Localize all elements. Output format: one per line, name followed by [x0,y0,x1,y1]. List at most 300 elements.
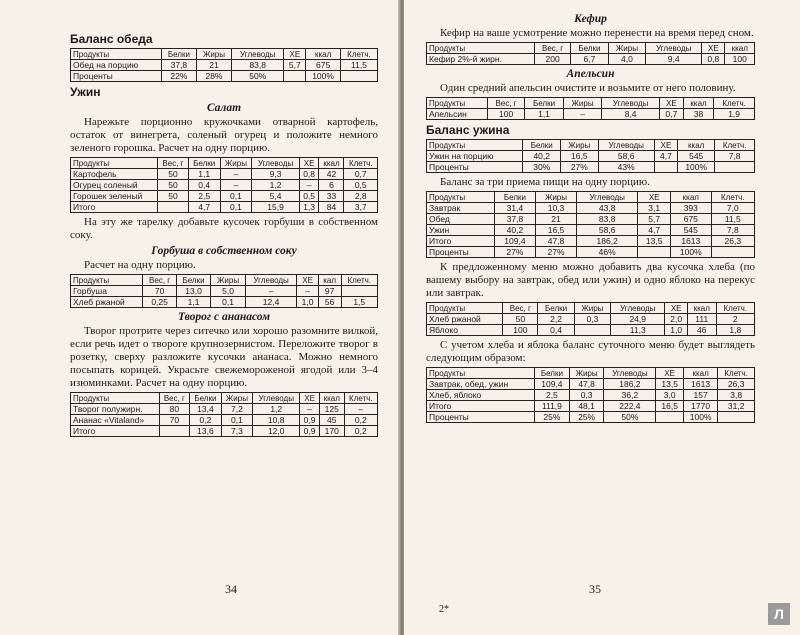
table-cell: 675 [671,214,712,225]
column-header: Белки [190,393,222,404]
table-cell: 22% [161,71,196,82]
table-cell: 11,5 [711,214,754,225]
table-cell: – [245,286,297,297]
table-cell: 0,1 [211,297,246,308]
orange-text: Один средний апельсин очистите и возьмите от него половину. [440,82,736,94]
column-header: ХЕ [297,275,318,286]
table-cell: Проценты [427,412,535,423]
table-cell: 186,2 [604,379,656,390]
column-header: ХЕ [654,140,677,151]
column-header: Углеводы [604,368,656,379]
table-cell: 0,1 [221,415,253,426]
kefir-heading: Кефир [574,13,607,25]
table-cell: 50 [503,314,538,325]
table-cell: Горбуша [71,286,143,297]
table-cell: 1,5 [341,297,378,308]
column-header: ккал [678,140,715,151]
column-header: Углеводы [646,43,702,54]
table-cell: 6 [319,180,344,191]
kefir-text: Кефир на ваше усмотрение можно перенести на время перед сном. [440,27,754,39]
table-cell: 0,1 [220,202,252,213]
column-header: Жиры [535,192,576,203]
dinner-heading: Ужин [70,85,101,99]
table-cell: 16,5 [656,401,684,412]
table-cell: 33 [319,191,344,202]
table-row [427,379,755,390]
table-cell: Горошек зеленый [71,191,158,202]
table-cell: 7,2 [221,404,253,415]
column-header: кал [318,275,341,286]
column-header: Жиры [220,158,252,169]
table-cell: 25% [535,412,570,423]
signature-mark: 2* [439,604,449,615]
column-header: Углеводы [232,49,284,60]
table-cell: 13,0 [176,286,211,297]
table-cell: 2,2 [538,314,574,325]
table-row [71,180,378,191]
table-cell: 48,1 [569,401,604,412]
table-row [427,151,755,162]
column-header: Жиры [561,140,599,151]
column-header: Продукты [427,192,495,203]
table-cell: Ужин [427,225,495,236]
table-row [427,247,755,258]
table-cell: 0,8 [299,169,319,180]
table-cell: 4,7 [188,202,220,213]
column-header: Углеводы [598,140,654,151]
table-row [427,54,755,65]
table-cell: 4,7 [638,225,671,236]
table-cell: 21 [535,214,576,225]
table-cell: Хлеб ржаной [71,297,143,308]
table-cell [341,286,378,297]
column-header: Углеводы [245,275,297,286]
table-cell: 200 [534,54,570,65]
orange-heading: Апельсин [566,68,615,80]
table-cell: 25% [569,412,604,423]
table-cell: – [220,180,252,191]
table-cell: 170 [319,426,344,437]
table-cell: 545 [671,225,712,236]
table-cell: 38 [683,109,713,120]
table-cell: 80 [159,404,189,415]
table-cell: 45 [319,415,344,426]
table-cell: Итого [427,401,535,412]
tvorog-text: Творог протрите через ситечко или хорошо разомните вилкой, если речь идет о твороге крупнозернистом. Переложите творог в розетку, сверху разложите кусочки ананаса. Можно немного посыпать корицей. Украсьте свежемороженой ягодой или 3–4 изюминками. Расчет на одну порцию. [70,325,378,389]
table-row [427,314,755,325]
table-cell: 0,2 [344,415,377,426]
table-cell: 5,0 [211,286,246,297]
table-cell: Апельсин [427,109,488,120]
lunch-balance-table [70,48,378,82]
table-cell: 0,5 [344,180,378,191]
table-header-row [427,368,755,379]
table-cell: 21 [196,60,231,71]
table-cell: 545 [678,151,715,162]
table-cell: 0,2 [344,426,377,437]
table-cell: 109,4 [535,379,570,390]
table-cell: 125 [319,404,344,415]
column-header: Вес, г [534,43,570,54]
column-header: ХЕ [656,368,684,379]
table-cell: 97 [318,286,341,297]
table-cell: 1,0 [665,325,688,336]
table-cell: – [220,169,252,180]
column-header: Клетч. [716,303,754,314]
column-header: Клетч. [340,49,377,60]
table-row [71,415,378,426]
table-row [71,426,378,437]
table-cell [654,162,677,173]
table-cell: 50 [158,169,189,180]
gorbusha-text: Расчет на одну порцию. [84,259,196,271]
column-header: Жиры [574,303,610,314]
table-cell: 0,4 [538,325,574,336]
table-cell: Проценты [71,71,162,82]
column-header: Продукты [427,303,503,314]
table-cell: 83,8 [232,60,284,71]
table-cell [656,412,684,423]
table-cell: 0,7 [659,109,683,120]
table-header-row [427,303,755,314]
right-page [404,0,800,635]
gorbusha-heading: Горбуша в собственном соку [151,245,297,257]
column-header: Вес, г [487,98,524,109]
table-row [71,191,378,202]
table-cell [638,247,671,258]
salad-after-text: На эту же тарелку добавьте кусочек горбуши в собственном соку. [70,216,378,241]
column-header: ХЕ [702,43,725,54]
column-header: ккал [687,303,716,314]
table-cell: 7,8 [711,225,754,236]
table-cell: 100 [487,109,524,120]
table-cell: 100% [678,162,715,173]
salad-heading: Салат [206,102,242,114]
column-header: ХЕ [284,49,306,60]
table-row [427,214,755,225]
table-row [71,286,378,297]
column-header: Продукты [71,393,160,404]
column-header: Белки [538,303,574,314]
table-cell: Яблоко [427,325,503,336]
table-cell: Творог полужирн. [71,404,160,415]
publisher-logo-icon: Л [768,603,790,625]
table-cell: 6,7 [571,54,609,65]
column-header: Белки [571,43,609,54]
table-cell: 43,8 [577,203,638,214]
table-cell: 3,7 [344,202,378,213]
column-header: Углеводы [611,303,665,314]
table-cell: 1,1 [525,109,564,120]
table-cell: 4,7 [654,151,677,162]
column-header: Вес, г [143,275,176,286]
table-cell: 0,8 [702,54,725,65]
column-header: Клетч. [715,140,755,151]
table-cell: 3,8 [718,390,755,401]
table-cell: 1,0 [297,297,318,308]
table-cell: 27% [535,247,576,258]
dinner-balance-table [426,139,755,173]
table-cell: 40,2 [494,225,535,236]
table-cell: – [297,286,318,297]
column-header: Жиры [569,368,604,379]
column-header: Клетч. [711,192,754,203]
table-cell: 157 [683,390,717,401]
table-cell: 0,5 [299,191,319,202]
table-cell: 28% [196,71,231,82]
table-cell: 56 [318,297,341,308]
column-header: Жиры [608,43,645,54]
column-header: Продукты [427,368,535,379]
table-cell: 26,3 [711,236,754,247]
table-cell: 9,4 [646,54,702,65]
table-cell: Картофель [71,169,158,180]
table-cell: 1,8 [716,325,754,336]
column-header: ккал [306,49,341,60]
table-cell: Кефир 2%-й жирн. [427,54,535,65]
table-cell: 42 [319,169,344,180]
table-cell: 5,4 [252,191,299,202]
table-cell: 0,9 [300,415,320,426]
column-header: Углеводы [577,192,638,203]
table-cell: 7,3 [221,426,253,437]
table-cell: 50% [604,412,656,423]
table-cell: 31,2 [718,401,755,412]
salad-text: Нарежьте порционно кружочками отварной картофель, остаток от винегрета, соленый огурец и положите немного зеленого горошка. Расчет на одну порцию. [70,116,378,154]
column-header: Углеводы [253,393,300,404]
table-cell: 1613 [683,379,717,390]
table-header-row [427,140,755,151]
table-cell: 100 [503,325,538,336]
table-cell: 15,9 [252,202,299,213]
table-cell: 222,4 [604,401,656,412]
table-row [427,390,755,401]
table-header-row [71,393,378,404]
table-cell: 2,8 [344,191,378,202]
lunch-balance-heading: Баланс обеда [70,32,153,46]
table-cell [718,412,755,423]
table-cell: 47,8 [569,379,604,390]
table-row [427,401,755,412]
table-cell: 58,6 [577,225,638,236]
table-cell: – [563,109,602,120]
table-row [71,404,378,415]
table-cell: 675 [306,60,341,71]
page-number-right: 35 [589,582,601,596]
column-header: Жиры [211,275,246,286]
column-header: ХЕ [665,303,688,314]
column-header: ккал [671,192,712,203]
table-cell: 393 [671,203,712,214]
table-cell: Завтрак, обед, ужин [427,379,535,390]
column-header: Углеводы [602,98,660,109]
table-cell: 10,8 [253,415,300,426]
column-header: Клетч. [344,393,377,404]
column-header: Вес, г [158,158,189,169]
table-cell: Проценты [427,162,523,173]
table-cell: 3,0 [656,390,684,401]
column-header: Белки [161,49,196,60]
table-row [71,297,378,308]
table-cell: 5,7 [284,60,306,71]
table-cell: 26,3 [718,379,755,390]
table-cell: Хлеб, яблоко [427,390,535,401]
table-cell: – [299,180,319,191]
table-cell: 8,4 [602,109,660,120]
table-cell: 16,5 [535,225,576,236]
table-cell: 0,3 [574,314,610,325]
table-cell [158,202,189,213]
table-cell: 27% [494,247,535,258]
column-header: Углеводы [252,158,299,169]
table-cell: 84 [319,202,344,213]
table-cell: 37,8 [494,214,535,225]
table-cell: 31,4 [494,203,535,214]
table-row [427,412,755,423]
table-row [71,202,378,213]
table-cell: Проценты [427,247,495,258]
column-header: Белки [535,368,570,379]
table-row [427,325,755,336]
column-header: Вес, г [159,393,189,404]
table-row [427,225,755,236]
salad-table [70,157,378,213]
table-cell: 13,6 [190,426,222,437]
column-header: ккал [683,368,717,379]
table-cell: 0,9 [300,426,320,437]
column-header: Продукты [71,49,162,60]
table-cell: 1,1 [176,297,211,308]
column-header: Жиры [196,49,231,60]
table-cell: 50 [158,191,189,202]
kefir-table [426,42,755,65]
table-cell: 40,2 [523,151,561,162]
table-header-row [427,43,755,54]
table-cell: 46% [577,247,638,258]
table-row [427,203,755,214]
table-cell: 30% [523,162,561,173]
table-cell: 37,8 [161,60,196,71]
table-row [427,162,755,173]
table-cell: 12,4 [245,297,297,308]
table-cell: 46 [687,325,716,336]
bread-apple-table [426,302,755,336]
table-header-row [71,275,378,286]
column-header: ХЕ [638,192,671,203]
table-cell: Итого [71,202,158,213]
table-cell [340,71,377,82]
table-cell: Огурец соленый [71,180,158,191]
column-header: Вес, г [503,303,538,314]
table-cell: 10,3 [535,203,576,214]
table-cell [284,71,306,82]
table-cell: 13,5 [656,379,684,390]
three-meals-table [426,191,755,258]
table-cell: 43% [598,162,654,173]
table-header-row [427,192,755,203]
table-cell: 100% [306,71,341,82]
table-header-row [71,158,378,169]
column-header: Жиры [221,393,253,404]
table-cell: 0,1 [220,191,252,202]
table-row [427,109,755,120]
table-cell: 12,0 [253,426,300,437]
table-cell: Ужин на порцию [427,151,523,162]
table-cell: 0,7 [344,169,378,180]
tvorog-heading: Творог с ананасом [178,311,270,323]
table-cell: 1770 [683,401,717,412]
table-cell: 47,8 [535,236,576,247]
table-cell: 11,3 [611,325,665,336]
column-header: Клетч. [341,275,378,286]
table-cell: 100 [725,54,755,65]
column-header: Жиры [563,98,602,109]
table-cell: 0,2 [190,415,222,426]
table-cell: 7,8 [715,151,755,162]
three-meals-text: Баланс за три приема пищи на одну порцию. [440,176,650,188]
table-cell: 109,4 [494,236,535,247]
table-header-row [71,49,378,60]
table-cell: 58,6 [598,151,654,162]
column-header: ХЕ [300,393,320,404]
column-header: Белки [188,158,220,169]
table-cell: 2,0 [665,314,688,325]
table-cell: 36,2 [604,390,656,401]
table-cell: – [300,404,320,415]
bread-apple-text: К предложенному меню можно добавить два кусочка хлеба (по вашему выбору на завтрак, обед или ужин) и одно яблоко на перекус или завтрак. [426,261,755,299]
table-cell: 24,9 [611,314,665,325]
table-cell: Ананас «Vitaland» [71,415,160,426]
column-header: Клетч. [344,158,378,169]
table-cell: 0,25 [143,297,176,308]
table-cell: 2,5 [188,191,220,202]
orange-table [426,97,755,120]
table-cell: 2 [716,314,754,325]
table-cell: 186,2 [577,236,638,247]
table-cell: 13,5 [638,236,671,247]
table-cell: 50 [158,180,189,191]
page-number-left: 34 [225,582,237,596]
column-header: ккал [725,43,755,54]
table-cell: 70 [143,286,176,297]
table-cell: Итого [71,426,160,437]
table-cell: 70 [159,415,189,426]
column-header: Продукты [427,140,523,151]
column-header: Продукты [427,98,488,109]
table-cell [711,247,754,258]
table-cell: 27% [561,162,599,173]
table-cell: 1,1 [188,169,220,180]
table-cell: 3,1 [638,203,671,214]
table-cell: 1,3 [299,202,319,213]
table-cell: 0,3 [569,390,604,401]
column-header: Клетч. [714,98,755,109]
table-cell: 1,9 [714,109,755,120]
column-header: ккал [683,98,713,109]
dinner-balance-heading: Баланс ужина [426,123,510,137]
table-row [71,60,378,71]
table-cell: 11,5 [340,60,377,71]
tvorog-table [70,392,378,437]
table-cell [159,426,189,437]
daily-balance-text: С учетом хлеба и яблока баланс суточного меню будет выглядеть следующим образом: [426,339,755,364]
table-cell: Хлеб ржаной [427,314,503,325]
table-cell [574,325,610,336]
table-cell: 50% [232,71,284,82]
table-cell [715,162,755,173]
table-cell: 1,2 [253,404,300,415]
table-header-row [427,98,755,109]
